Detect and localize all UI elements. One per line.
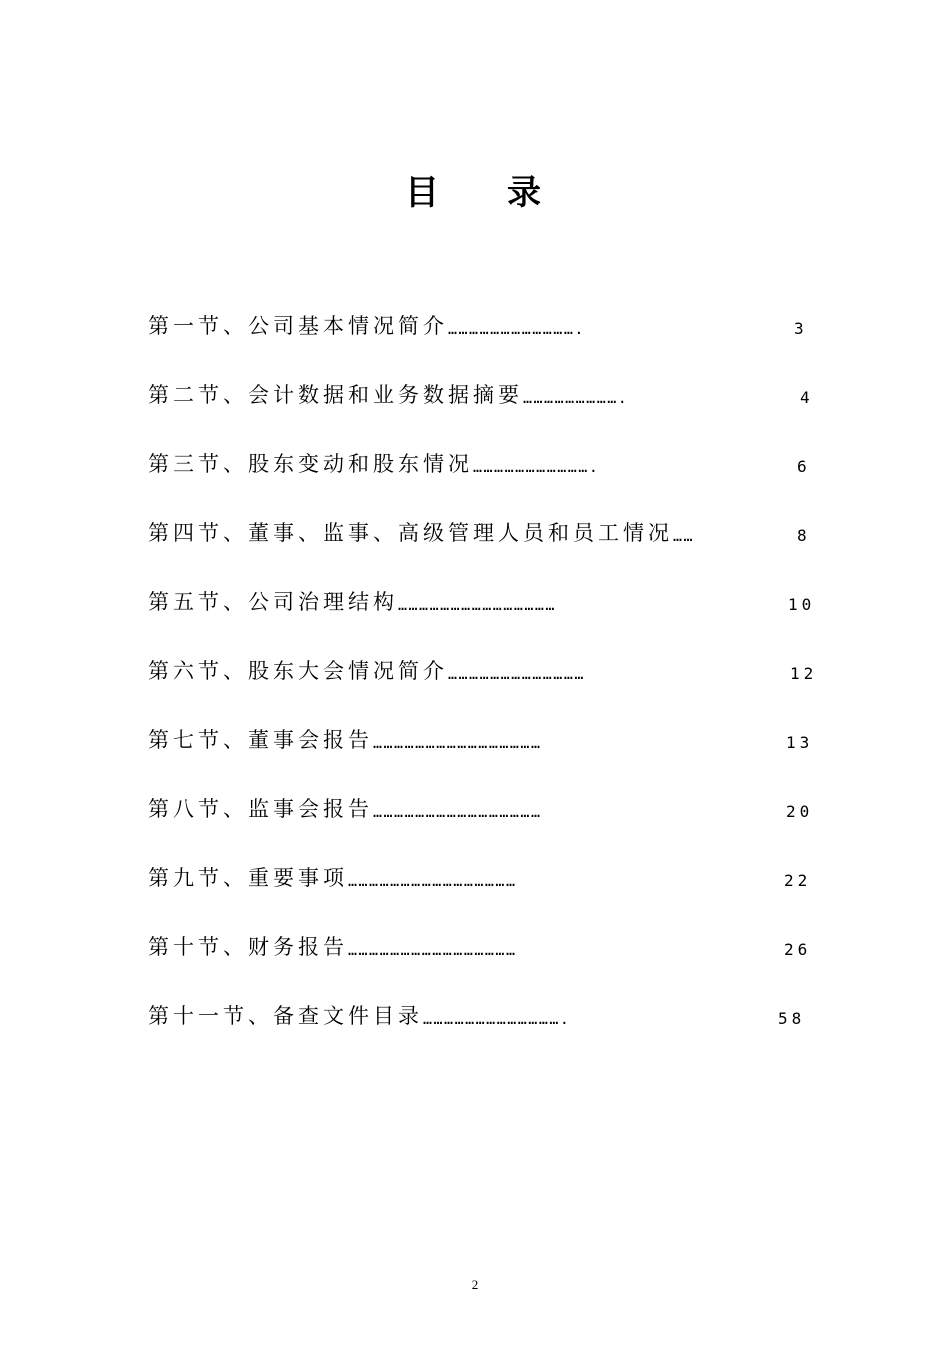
toc-leader-dots: ……………………………………… — [398, 596, 556, 614]
toc-entry-label: 第三节、股东变动和股东情况 — [148, 452, 473, 476]
toc-leader-dots: ………………………………. — [448, 320, 585, 338]
toc-entry-2[interactable] — [148, 369, 828, 438]
toc-leader-dots: ………………………………… — [448, 665, 585, 683]
toc-page-number: 58 — [778, 1009, 806, 1028]
toc-leader-dots: ………………………………………… — [348, 872, 517, 890]
toc-entry-7[interactable] — [148, 714, 828, 783]
toc-entry-1[interactable] — [148, 300, 828, 369]
toc-entry-10[interactable] — [148, 921, 828, 990]
toc-entry-4[interactable] — [148, 507, 828, 576]
toc-entry-label: 第二节、会计数据和业务数据摘要 — [148, 383, 523, 407]
toc-entry-label: 第十一节、备查文件目录 — [148, 1004, 423, 1028]
toc-entry-label: 第七节、董事会报告 — [148, 728, 373, 752]
toc-leader-dots: …… — [673, 527, 695, 545]
table-of-contents — [148, 300, 828, 1059]
toc-page-number: 22 — [784, 871, 812, 890]
toc-page-number: 6 — [797, 457, 811, 476]
toc-page-number: 12 — [790, 664, 818, 683]
toc-entry-8[interactable] — [148, 783, 828, 852]
toc-leader-dots: ………………………………………… — [373, 803, 542, 821]
toc-page-number: 4 — [800, 388, 814, 407]
toc-page-number: 10 — [788, 595, 816, 614]
footer-page-number: 2 — [471, 1277, 479, 1292]
toc-page-number: 26 — [784, 940, 812, 959]
toc-leader-dots: ………………………………………… — [348, 941, 517, 959]
toc-entry-label: 第六节、股东大会情况简介 — [148, 659, 448, 683]
toc-entry-label: 第九节、重要事项 — [148, 866, 348, 890]
toc-entry-label: 第十节、财务报告 — [148, 935, 348, 959]
toc-page-number: 3 — [794, 319, 808, 338]
toc-page-number: 13 — [786, 733, 814, 752]
page-title — [0, 165, 950, 214]
toc-entry-label: 第五节、公司治理结构 — [148, 590, 398, 614]
toc-page-number: 8 — [797, 526, 811, 545]
toc-leader-dots: ………………………. — [523, 389, 629, 407]
toc-entry-5[interactable] — [148, 576, 828, 645]
toc-leader-dots: …………………………………. — [423, 1010, 571, 1028]
toc-entry-label: 第一节、公司基本情况简介 — [148, 314, 448, 338]
toc-entry-9[interactable] — [148, 852, 828, 921]
toc-leader-dots: ……………………………. — [473, 458, 600, 476]
toc-entry-3[interactable] — [148, 438, 828, 507]
toc-entry-label: 第四节、董事、监事、高级管理人员和员工情况 — [148, 521, 673, 545]
title-char-2: 录 — [507, 173, 545, 213]
toc-leader-dots: ………………………………………… — [373, 734, 542, 752]
toc-entry-11[interactable] — [148, 990, 828, 1059]
toc-entry-6[interactable] — [148, 645, 828, 714]
toc-entry-label: 第八节、监事会报告 — [148, 797, 373, 821]
toc-page-number: 20 — [786, 802, 814, 821]
title-char-1: 目 — [405, 173, 443, 213]
